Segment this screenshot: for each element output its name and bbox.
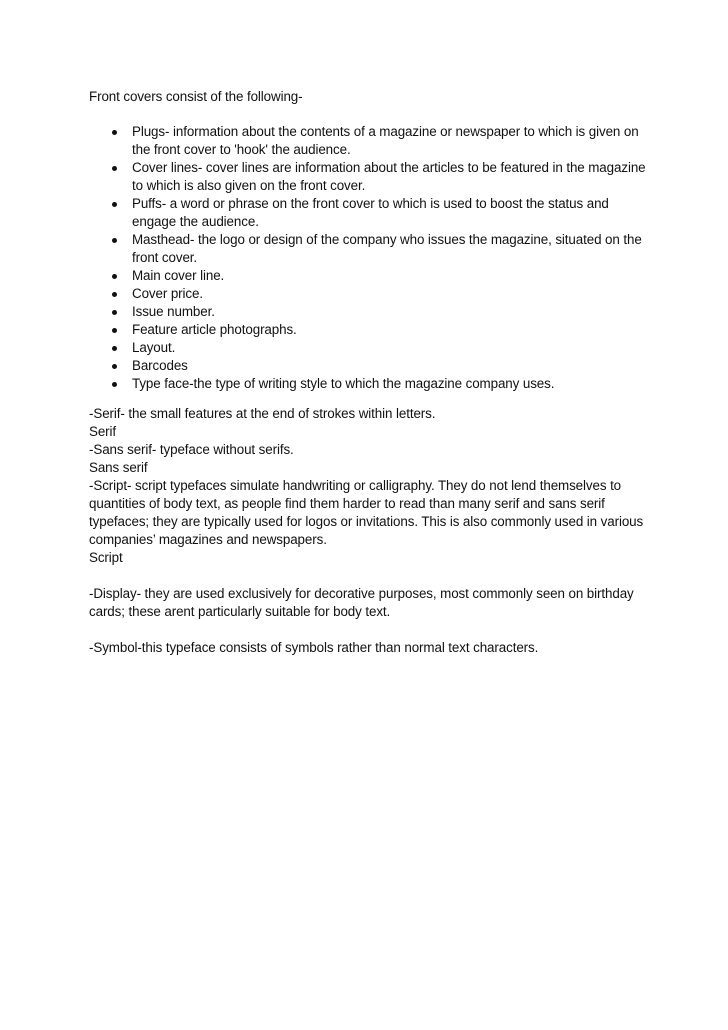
bullet-icon <box>112 166 117 171</box>
bullet-icon <box>112 238 117 243</box>
list-item <box>89 195 649 231</box>
list-item-text: Feature article photographs. <box>132 322 297 337</box>
bullet-icon <box>112 328 117 333</box>
list-item-text: Cover price. <box>132 286 203 301</box>
display-definition: -Display- they are used exclusively for decorative purposes, most commonly seen on birthday cards; these arent particularly suitable for body text. <box>89 586 634 619</box>
list-item <box>89 321 649 339</box>
paragraph-gap <box>89 621 649 639</box>
list-item-text: Issue number. <box>132 304 215 319</box>
bullet-icon <box>112 292 117 297</box>
serif-sample: Serif <box>89 424 117 439</box>
front-cover-list <box>89 123 649 393</box>
list-item <box>89 267 649 285</box>
sans-serif-definition: -Sans serif- typeface without serifs. <box>89 442 294 457</box>
script-definition: -Script- script typefaces simulate handwriting or calligraphy. They do not lend themselves to quantities of body text, as people find them harder to read than many serif and sans serif typefaces; they are typically used for logos or invitations. This is also commonly used in various companies’ magazines and newspapers. <box>89 478 644 547</box>
list-item <box>89 303 649 321</box>
list-item-text: Puffs- a word or phrase on the front cover to which is used to boost the status and engage the audience. <box>132 196 609 229</box>
list-item-text: Main cover line. <box>132 268 225 283</box>
list-item <box>89 159 649 195</box>
list-item-text: Barcodes <box>132 358 188 373</box>
serif-definition: -Serif- the small features at the end of strokes within letters. <box>89 406 436 421</box>
script-section <box>89 477 649 567</box>
list-item-text: Masthead- the logo or design of the company who issues the magazine, situated on the front cover. <box>132 232 642 265</box>
sans-serif-section <box>89 441 649 477</box>
serif-section <box>89 405 649 441</box>
script-sample: Script <box>89 550 123 565</box>
symbol-definition: -Symbol-this typeface consists of symbols rather than normal text characters. <box>89 640 539 655</box>
list-item-text: Type face-the type of writing style to which the magazine company uses. <box>132 376 555 391</box>
bullet-icon <box>112 310 117 315</box>
paragraph-gap <box>89 567 649 585</box>
bullet-icon <box>112 346 117 351</box>
sans-serif-sample: Sans serif <box>89 460 148 475</box>
bullet-icon <box>112 382 117 387</box>
intro-text: Front covers consist of the following- <box>89 89 303 104</box>
bullet-icon <box>112 364 117 369</box>
list-item-text: Plugs- information about the contents of a magazine or newspaper to which is given on the front cover to 'hook' the audience. <box>132 124 639 157</box>
bullet-icon <box>112 202 117 207</box>
document-body <box>89 88 649 657</box>
list-item <box>89 123 649 159</box>
bullet-icon <box>112 274 117 279</box>
list-item-text: Layout. <box>132 340 176 355</box>
list-item <box>89 285 649 303</box>
list-item-text: Cover lines- cover lines are information about the articles to be featured in the magazine to which is also given on the front cover. <box>132 160 646 193</box>
list-item <box>89 231 649 267</box>
list-item <box>89 357 649 375</box>
list-item <box>89 339 649 357</box>
list-item <box>89 375 649 393</box>
bullet-icon <box>112 130 117 135</box>
